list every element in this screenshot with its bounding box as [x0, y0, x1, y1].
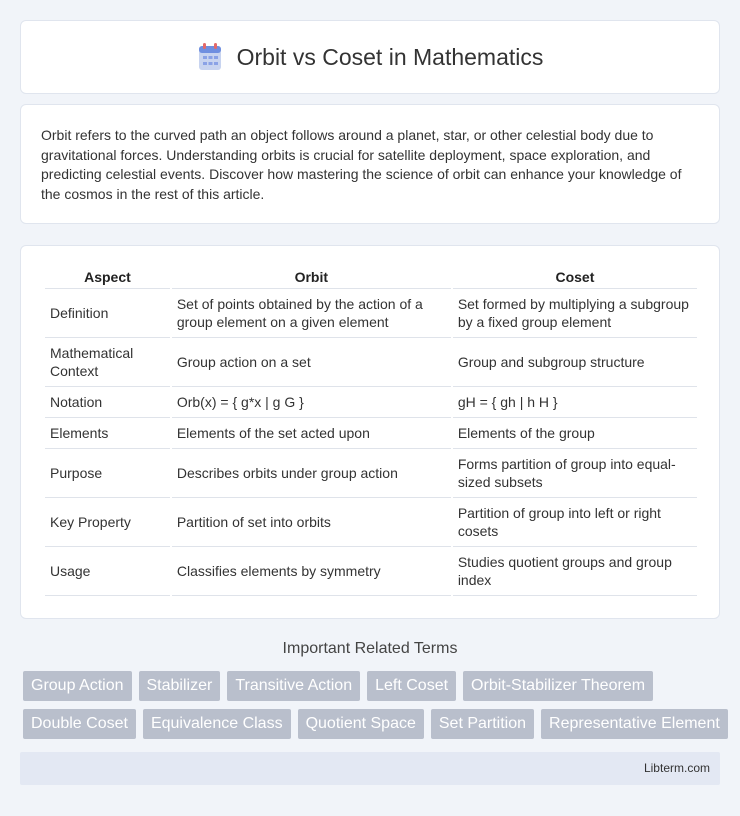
related-terms-title: Important Related Terms	[282, 640, 458, 657]
comparison-table-card	[20, 245, 720, 619]
row-orbit: Classifies elements by symmetry	[172, 547, 451, 596]
table-header-row	[45, 264, 697, 289]
related-terms-tags	[23, 671, 723, 747]
tag-orbit-stabilizer-theorem[interactable]: Orbit-Stabilizer Theorem	[463, 671, 653, 701]
tag-quotient-space[interactable]: Quotient Space	[298, 709, 424, 739]
row-aspect: Definition	[45, 289, 170, 338]
tag-stabilizer[interactable]: Stabilizer	[139, 671, 221, 701]
row-orbit: Describes orbits under group action	[172, 449, 451, 498]
tag-double-coset[interactable]: Double Coset	[23, 709, 136, 739]
row-coset: Elements of the group	[453, 418, 697, 449]
header-coset: Coset	[453, 264, 697, 289]
intro-text: Orbit refers to the curved path an object follows around a planet, star, or other celestial body due to gravitational forces. Understanding orbits is crucial for satellite deployment, space exploration, and predicting celestial events. Discover how mastering the science of orbit can enhance your knowledge of the cosmos in the rest of this article.	[41, 127, 682, 202]
row-coset: Group and subgroup structure	[453, 338, 697, 387]
row-orbit: Set of points obtained by the action of a group element on a given element	[172, 289, 451, 338]
tag-row-2	[23, 709, 723, 739]
row-orbit: Elements of the set acted upon	[172, 418, 451, 449]
tag-set-partition[interactable]: Set Partition	[431, 709, 534, 739]
tag-group-action[interactable]: Group Action	[23, 671, 132, 701]
row-coset: Partition of group into left or right cosets	[453, 498, 697, 547]
row-coset: Studies quotient groups and group index	[453, 547, 697, 596]
tag-left-coset[interactable]: Left Coset	[367, 671, 456, 701]
comparison-table	[43, 264, 699, 596]
row-aspect: Key Property	[45, 498, 170, 547]
table-row	[45, 498, 697, 547]
tag-equivalence-class[interactable]: Equivalence Class	[143, 709, 291, 739]
document-icon	[197, 43, 223, 71]
row-orbit: Orb(x) = { g*x | g G }	[172, 387, 451, 418]
row-aspect: Usage	[45, 547, 170, 596]
row-orbit: Group action on a set	[172, 338, 451, 387]
row-aspect: Mathematical Context	[45, 338, 170, 387]
header-orbit: Orbit	[172, 264, 451, 289]
tag-transitive-action[interactable]: Transitive Action	[227, 671, 360, 701]
row-aspect: Notation	[45, 387, 170, 418]
footer	[20, 752, 720, 785]
table-row	[45, 547, 697, 596]
footer-site[interactable]: Libterm.com	[643, 761, 710, 775]
row-orbit: Partition of set into orbits	[172, 498, 451, 547]
table-row	[45, 289, 697, 338]
row-coset: gH = { gh | h H }	[453, 387, 697, 418]
table-row	[45, 387, 697, 418]
table-row	[45, 338, 697, 387]
row-aspect: Elements	[45, 418, 170, 449]
table-row	[45, 418, 697, 449]
page-title: Orbit vs Coset in Mathematics	[236, 43, 544, 70]
row-coset: Set formed by multiplying a subgroup by a fixed group element	[453, 289, 697, 338]
row-aspect: Purpose	[45, 449, 170, 498]
intro-card	[20, 104, 720, 224]
tag-representative-element[interactable]: Representative Element	[541, 709, 728, 739]
row-coset: Forms partition of group into equal-sized subsets	[453, 449, 697, 498]
title-card	[20, 20, 720, 94]
header-aspect: Aspect	[45, 264, 170, 289]
table-row	[45, 449, 697, 498]
tag-row-1	[23, 671, 723, 701]
